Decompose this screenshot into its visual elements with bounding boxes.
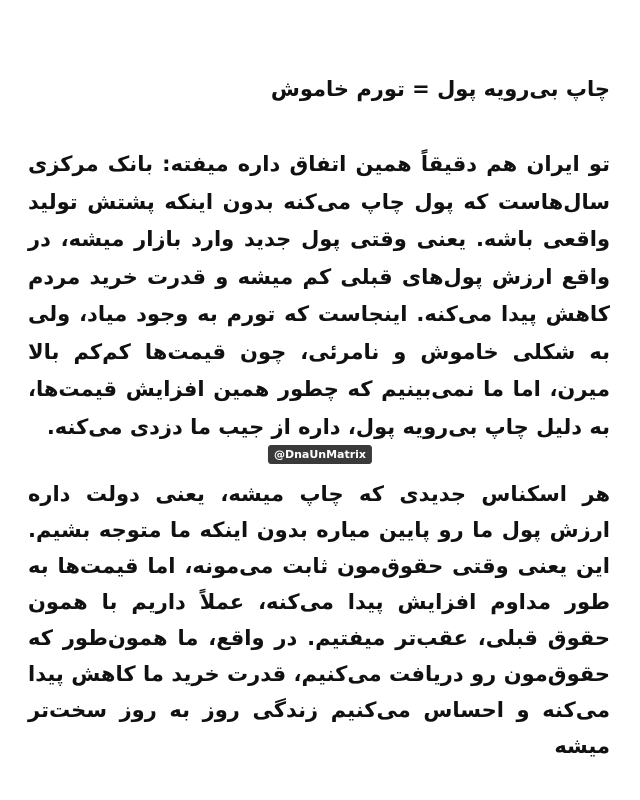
post-title: چاپ بی‌رویه پول = تورم خاموش — [270, 77, 610, 101]
watermark-badge: @DnaUnMatrix — [268, 445, 372, 464]
paragraph-1: تو ایران هم دقیقاً همین اتفاق داره میفته: بانک مرکزی سال‌هاست که پول چاپ می‌کنه بدون اینکه پشتش تولید واقعی باشه. یعنی وقتی پول جدید وارد بازار میشه، در واقع ارزش پول‌های قبلی کم میشه و قدرت خرید مردم کاهش پیدا می‌کنه. اینجاست که تورم به وجود میاد، ولی به شکلی خاموش و نامرئی، چون قیمت‌ها کم‌کم بالا میرن، اما ما نمی‌بینیم که چطور همین افزایش قیمت‌ها، به دلیل چاپ بی‌رویه پول، داره از جیب ما دزدی می‌کنه. — [28, 152, 610, 439]
paragraph-2: هر اسکناس جدیدی که چاپ میشه، یعنی دولت داره ارزش پول ما رو پایین میاره بدون اینکه ما متوجه بشیم. این یعنی وقتی حقوق‌مون ثابت می‌مونه، اما قیمت‌ها به طور مداوم افزایش پیدا می‌کنه، عملاً داریم با همون حقوق قبلی، عقب‌تر میفتیم. در واقع، ما همون‌طور که حقوق‌مون رو دریافت می‌کنیم، قدرت خرید ما کاهش پیدا می‌کنه و احساس می‌کنیم زندگی روز به روز سخت‌تر میشه — [28, 482, 610, 758]
